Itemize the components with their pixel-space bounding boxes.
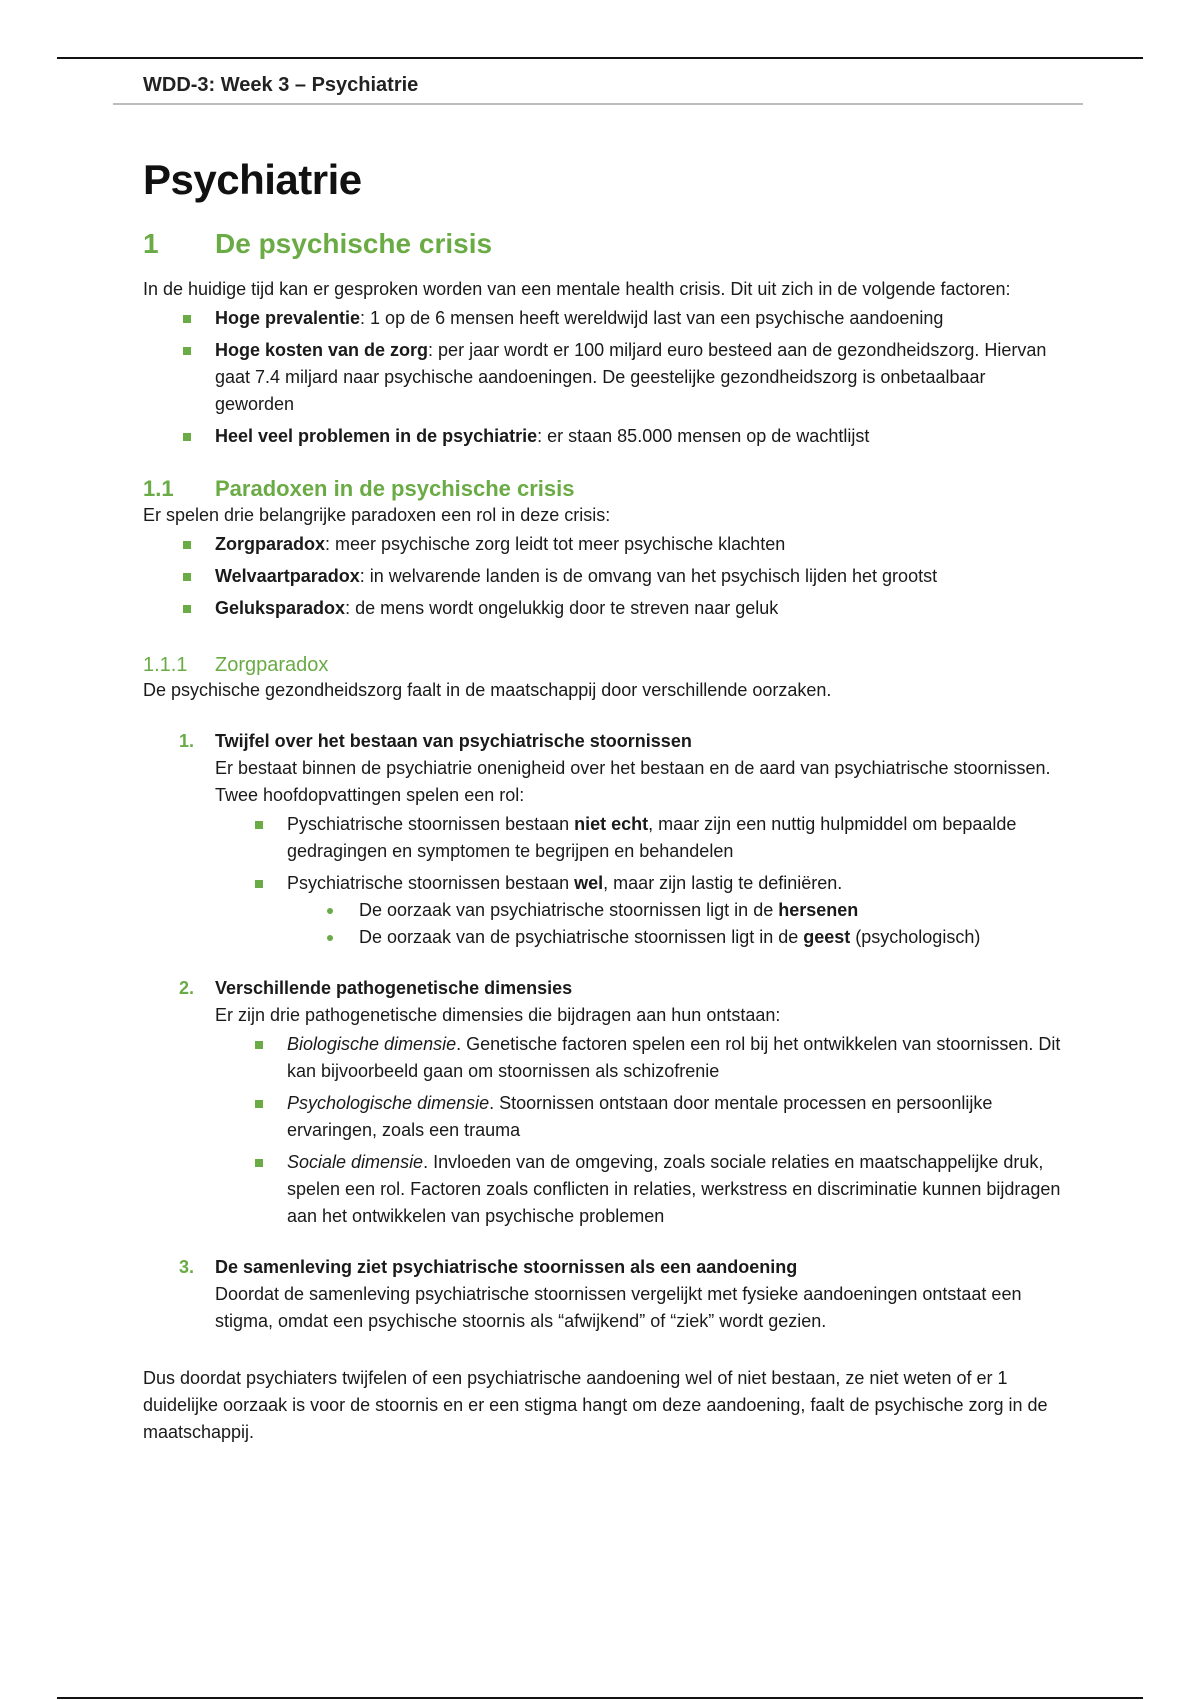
section-number: 1.1.1: [143, 654, 188, 676]
sub-bullet-list: [215, 811, 1063, 951]
item-title: Verschillende pathogenetische dimensies: [215, 978, 573, 998]
document-body: [143, 140, 1063, 1446]
item-number: 3.: [179, 1257, 195, 1277]
numbered-item: [179, 728, 1063, 951]
list-item: Hoge prevalentie: 1 op de 6 mensen heeft wereldwijd last van een psychische aandoening: [215, 305, 1063, 332]
numbered-item: [179, 975, 1063, 1230]
item-number: 1.: [179, 731, 195, 751]
list-item: Hoge kosten van de zorg: per jaar wordt er 100 miljard euro besteed aan de gezondheidszorg. Hiervan gaat 7.4 miljard naar psychische aandoeningen. De geestelijke gezondheidszorg is onbetaalbaar geworden: [215, 337, 1063, 418]
section-number: 1: [143, 228, 159, 259]
list-item: Psychiatrische stoornissen bestaan wel, maar zijn lastig te definiëren. De oorzaak van psychiatrische stoornissen ligt in de hersenen De oorzaak van de psychiatrische stoornissen ligt in de geest (psychologisch): [287, 870, 1063, 951]
section-1-heading: [143, 228, 1063, 260]
top-border-line: [57, 57, 1143, 59]
section-1-intro: In de huidige tijd kan er gesproken worden van een mentale health crisis. Dit uit zich in de volgende factoren:: [143, 279, 1011, 299]
section-1-1-1-intro: De psychische gezondheidszorg faalt in de maatschappij door verschillende oorzaken.: [143, 680, 832, 700]
section-number: 1.1: [143, 476, 174, 501]
running-header: WDD-3: Week 3 – Psychiatrie: [143, 74, 419, 96]
dot-bullet-list: [287, 897, 1063, 951]
list-item: Heel veel problemen in de psychiatrie: er staan 85.000 mensen op de wachtlijst: [215, 423, 1063, 450]
section-title: De psychische crisis: [215, 228, 493, 259]
item-body: Doordat de samenleving psychiatrische stoornissen vergelijkt met fysieke aandoeningen ontstaat een stigma, omdat een psychische stoornis als “afwijkend” of “ziek” wordt gezien.: [215, 1284, 1022, 1331]
paradox-list: [143, 531, 1063, 622]
item-title: Twijfel over het bestaan van psychiatrische stoornissen: [215, 731, 692, 751]
section-1-1-heading: [143, 476, 1063, 502]
list-item: Psychologische dimensie. Stoornissen ontstaan door mentale processen en persoonlijke ervaringen, zoals een trauma: [287, 1090, 1063, 1144]
list-item: Welvaartparadox: in welvarende landen is de omvang van het psychisch lijden het grootst: [215, 563, 1063, 590]
page-title: Psychiatrie: [143, 156, 362, 203]
list-item: Zorgparadox: meer psychische zorg leidt tot meer psychische klachten: [215, 531, 1063, 558]
section-1-bullet-list: [143, 305, 1063, 450]
section-1-1-intro: Er spelen drie belangrijke paradoxen een rol in deze crisis:: [143, 505, 611, 525]
bottom-border-line: [57, 1697, 1143, 1699]
numbered-item: [179, 1254, 1063, 1335]
section-1-1-1-heading: [143, 654, 1063, 677]
list-item: Geluksparadox: de mens wordt ongelukkig door te streven naar geluk: [215, 595, 1063, 622]
item-body: Er bestaat binnen de psychiatrie onenigheid over het bestaan en de aard van psychiatrische stoornissen. Twee hoofdopvattingen spelen een rol:: [215, 758, 1051, 805]
cause-list: [143, 728, 1063, 1335]
section-title: Zorgparadox: [215, 654, 329, 676]
list-item: Biologische dimensie. Genetische factoren spelen een rol bij het ontwikkelen van stoornissen. Dit kan bijvoorbeeld gaan om stoornissen als schizofrenie: [287, 1031, 1063, 1085]
sub-bullet-list: [215, 1031, 1063, 1230]
list-item: Pyschiatrische stoornissen bestaan niet echt, maar zijn een nuttig hulpmiddel om bepaalde gedragingen en symptomen te begrijpen en behandelen: [287, 811, 1063, 865]
closing-paragraph: Dus doordat psychiaters twijfelen of een psychiatrische aandoening wel of niet bestaan, ze niet weten of er 1 duidelijke oorzaak is voor de stoornis en er een stigma hangt om deze aandoening, faalt de psychische zorg in de maatschappij.: [143, 1368, 1048, 1442]
header-rule: [113, 103, 1083, 105]
section-title: Paradoxen in de psychische crisis: [215, 476, 575, 501]
item-number: 2.: [179, 978, 195, 998]
list-item: Sociale dimensie. Invloeden van de omgeving, zoals sociale relaties en maatschappelijke druk, spelen een rol. Factoren zoals conflicten in relaties, werkstress en discriminatie kunnen bijdragen aan het ontwikkelen van psychische problemen: [287, 1149, 1063, 1230]
list-item: De oorzaak van psychiatrische stoornissen ligt in de hersenen: [359, 897, 1063, 924]
item-title: De samenleving ziet psychiatrische stoornissen als een aandoening: [215, 1257, 798, 1277]
item-body: Er zijn drie pathogenetische dimensies die bijdragen aan hun ontstaan:: [215, 1005, 781, 1025]
list-item: De oorzaak van de psychiatrische stoornissen ligt in de geest (psychologisch): [359, 924, 1063, 951]
